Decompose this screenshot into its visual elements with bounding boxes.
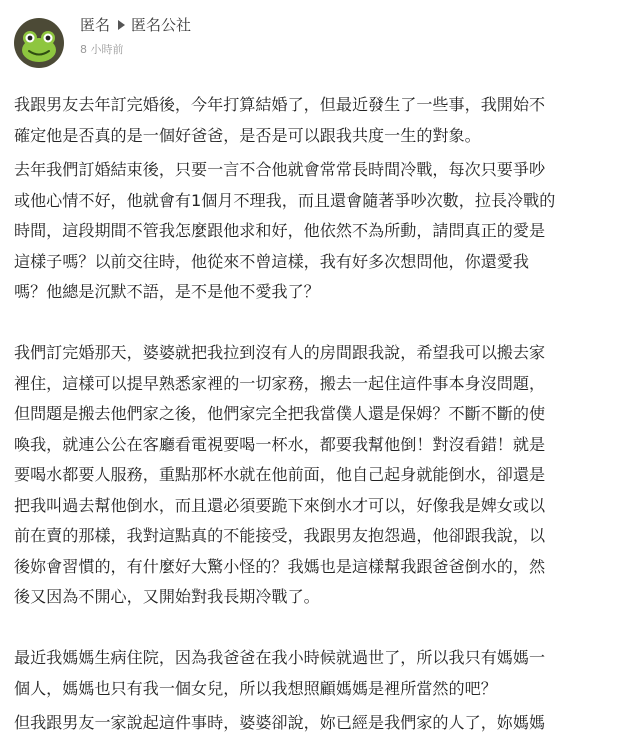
paragraph-line: 但問題是搬去他們家之後，他們家完全把我當僕人還是保姆？不斷不斷的使 — [14, 404, 546, 423]
paragraph-line: 去年我們訂婚結束後，只要一言不合他就會常常長時間冷戰，每次只要爭吵 — [14, 160, 546, 179]
post-meta — [80, 14, 191, 58]
paragraph-line: 確定他是否真的是一個好爸爸，是否是可以跟我共度一生的對象。 — [14, 125, 481, 145]
paragraph-line: 這樣子嗎？以前交往時，他從來不曾這樣，我有好多次想問他，你還愛我 — [14, 251, 529, 271]
paragraph-line: 但我跟男友一家說起這件事時，婆婆卻說，妳已經是我們家的人了，妳媽媽 — [14, 713, 546, 732]
post-timestamp: 8 小時前 — [80, 43, 124, 56]
paragraph-line: 最近我媽媽生病住院，因為我爸爸在我小時候就過世了，所以我只有媽媽一 — [14, 648, 546, 667]
author-line — [80, 14, 191, 36]
paragraph-line: 前在賣的那樣，我對這點真的不能接受，我跟男友抱怨過，他卻跟我說，以 — [14, 526, 546, 545]
paragraph-line: 個人，媽媽也只有我一個女兒，所以我想照顧媽媽是裡所當然的吧？ — [14, 678, 497, 698]
paragraph-line: 要喝水都要人服務，重點那杯水就在他前面，他自己起身就能倒水，卻還是 — [14, 465, 546, 484]
paragraph-line: 裡住，這樣可以提早熟悉家裡的一切家務，搬去一起住這件事本身沒問題， — [14, 373, 546, 393]
avatar[interactable] — [14, 18, 64, 68]
post-content — [14, 90, 620, 739]
paragraph-line: 把我叫過去幫他倒水，而且還必須要跪下來倒水才可以，好像我是婢女或以 — [14, 495, 546, 515]
paragraph-line: 後又因為不開心，又開始對我長期冷戰了。 — [14, 587, 320, 606]
author-name[interactable]: 匿名 — [80, 16, 111, 34]
paragraph-line: 或他心情不好，他就會有1個月不理我，而且還會隨著爭吵次數，拉長冷戰的 — [14, 190, 556, 210]
paragraph-line: 我跟男友去年訂完婚後，今年打算結婚了，但最近發生了一些事，我開始不 — [14, 95, 546, 114]
board-name[interactable]: 匿名公社 — [131, 16, 192, 34]
caret-right-icon — [118, 20, 125, 30]
post-header — [14, 14, 614, 64]
paragraph-line: 後妳會習慣的，有什麼好大驚小怪的？我媽也是這樣幫我跟爸爸倒水的，然 — [14, 556, 546, 576]
paragraph-line: 嗎？他總是沉默不語，是不是他不愛我了？ — [14, 282, 320, 301]
paragraph-line: 喚我，就連公公在客廳看電視要喝一杯水，都要我幫他倒！對沒看錯！就是 — [14, 434, 546, 454]
paragraph-line: 我們訂完婚那天，婆婆就把我拉到沒有人的房間跟我說，希望我可以搬去家 — [14, 343, 546, 362]
frog-icon — [14, 18, 64, 68]
paragraph-line: 時間，這段期間不管我怎麼跟他求和好，他依然不為所動，請問真正的愛是 — [14, 221, 546, 240]
